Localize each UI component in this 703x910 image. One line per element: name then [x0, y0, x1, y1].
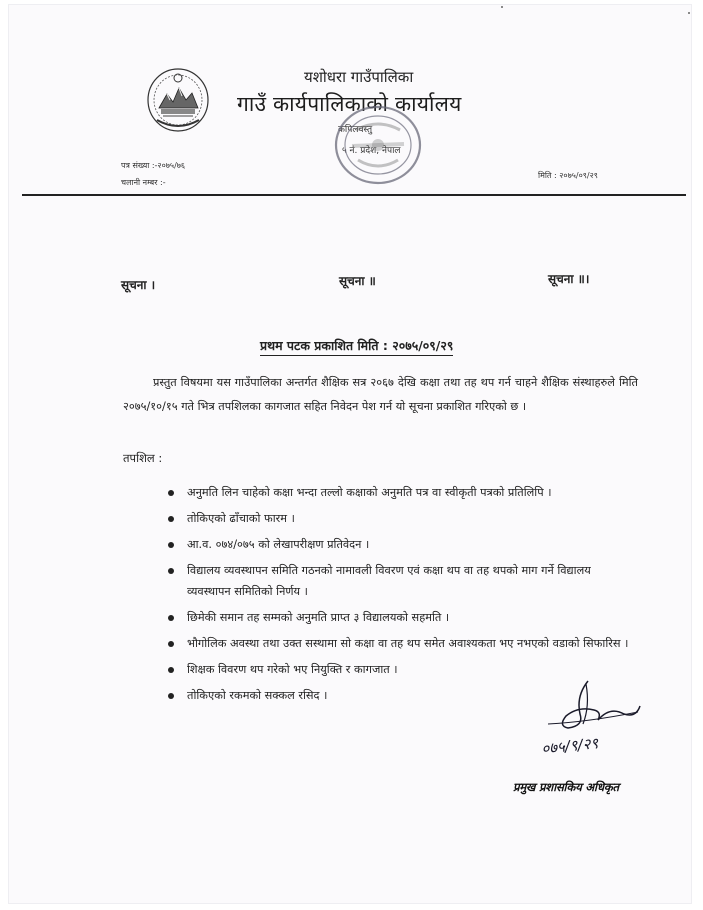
bullet-icon	[168, 667, 174, 673]
list-item	[168, 560, 638, 602]
bullet-icon	[168, 490, 174, 496]
paper-speck	[688, 12, 690, 14]
office-name: गाउँ कार्यपालिकाको कार्यालय	[237, 92, 462, 116]
bullet-icon	[168, 615, 174, 621]
list-item-text: विद्यालय व्यवस्थापन समिति गठनको नामावली विवरण एवं कक्षा थप वा तह थपको माग गर्ने विद्यालय व्यवस्थापन समितिको निर्णय ।	[187, 564, 591, 598]
notice-label-1: सूचना ।	[121, 278, 156, 292]
list-item-text: तोकिएको रकमको सक्कल रसिद ।	[187, 689, 328, 702]
list-item	[168, 633, 638, 654]
address-line-2: ५ नं. प्रदेश, नेपाल	[342, 146, 401, 156]
bullet-icon	[168, 641, 174, 647]
address-line-1: कपिलवस्तु	[338, 125, 373, 135]
list-item	[168, 607, 638, 628]
org-name: यशोधरा गाउँपालिका	[304, 68, 414, 86]
bullet-icon	[168, 516, 174, 522]
list-item	[168, 534, 638, 555]
header-divider	[22, 194, 686, 196]
notice-label-2: सूचना ॥	[339, 274, 376, 288]
letter-date: मिति : २०७५/०९/२९	[538, 171, 598, 180]
letter-sheet	[8, 4, 692, 904]
list-item-text: शिक्षक विवरण थप गरेको भए नियुक्ति र कागजात ।	[187, 663, 398, 676]
office-seal-stamp	[326, 100, 430, 190]
list-item-text: छिमेकी समान तह सम्मको अनुमति प्राप्त ३ विद्यालयको सहमति ।	[187, 611, 450, 624]
dispatch-number: चलानी नम्बर :-	[121, 178, 166, 187]
published-date-heading: प्रथम पटक प्रकाशित मिति : २०७५/०९/२९	[260, 337, 453, 356]
bullet-icon	[168, 693, 174, 699]
designation-title: प्रमुख प्रशासकिय अधिकृत	[513, 780, 619, 794]
bullet-icon	[168, 542, 174, 548]
svg-text:०७५/९/२९: ०७५/९/२९	[540, 734, 600, 758]
letter-number: पत्र संख्या :-२०७५/७६	[121, 161, 186, 170]
list-item-text: आ.व. ०७४/०७५ को लेखापरीक्षण प्रतिवेदन ।	[187, 538, 370, 551]
list-item-text: अनुमति लिन चाहेको कक्षा भन्दा तल्लो कक्षाको अनुमति पत्र वा स्वीकृती पत्रको प्रतिलिपि ।	[187, 486, 552, 499]
list-item-text: भौगोलिक अवस्था तथा उक्त सस्थामा सो कक्षा वा तह थप समेत अवाश्यकता भए नभएको वडाको सिफारिस ।	[187, 637, 629, 650]
bullet-icon	[168, 568, 174, 574]
handwritten-signature	[528, 676, 648, 766]
body-paragraph: प्रस्तुत विषयमा यस गाउँपालिका अन्तर्गत शैक्षिक सत्र २०६७ देखि कक्षा तथा तह थप गर्न चाहने शैक्षिक संस्थाहरुले मिति २०७५/१०/१५ गते भित्र तपशिलका कागजात सहित निवेदन पेश गर्न यो सूचना प्रकाशित गरिएको छ ।	[123, 376, 638, 413]
list-item	[168, 482, 638, 503]
list-item	[168, 508, 638, 529]
list-item-text: तोकिएको ढाँचाको फारम ।	[187, 512, 295, 525]
requirements-list	[168, 482, 638, 706]
nepal-emblem-icon	[145, 64, 211, 134]
paper-speck	[501, 6, 503, 8]
list-heading: तपशिल :	[123, 451, 163, 465]
notice-label-3: सूचना ॥।	[548, 272, 590, 286]
